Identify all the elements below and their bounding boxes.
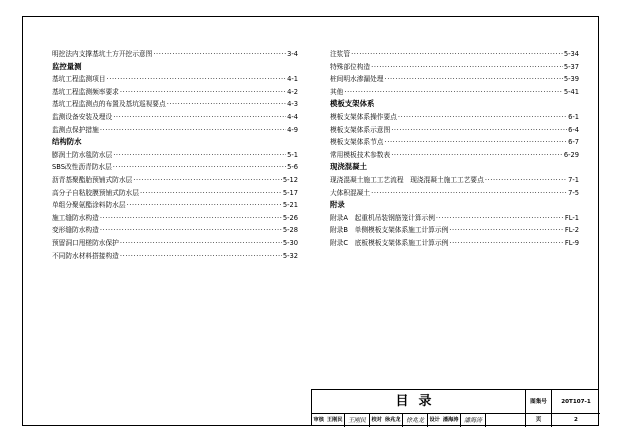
toc-entry <box>52 187 298 200</box>
toc-entry-page: 5-39 <box>563 75 579 84</box>
toc-entry-title: 膨润土防水毯防水层 <box>52 150 113 159</box>
toc-section-heading: 监控量测 <box>52 61 82 71</box>
toc-entry-title: 模板支架体系节点 <box>330 138 384 147</box>
toc-entry-title: 基坑工程监测频率要求 <box>52 87 119 96</box>
toc-leader-dots <box>107 73 287 86</box>
toc-entry <box>330 149 579 162</box>
toc-entry-title: 施工缝防水构造 <box>52 213 99 222</box>
toc-entry <box>52 48 298 61</box>
toc-leader-dots <box>113 111 286 124</box>
toc-entry-page: FL-2 <box>564 226 579 235</box>
toc-entry-title: 监测点保护措施 <box>52 125 99 134</box>
toc-entry <box>330 187 579 200</box>
toc-entry <box>52 174 298 187</box>
toc-entry-page: 6-1 <box>568 112 579 121</box>
toc-entry <box>52 212 298 225</box>
toc-leader-dots <box>140 187 282 200</box>
toc-leader-dots <box>113 149 286 162</box>
toc-entry-title: 沥青基聚酯胎预铺式防水层 <box>52 175 133 184</box>
toc-entry <box>52 250 298 263</box>
toc-entry-page: 5-37 <box>563 62 579 71</box>
toc-leader-dots <box>100 212 282 225</box>
toc-entry-title: 监测设备安装及埋设 <box>52 112 113 121</box>
toc-leader-dots <box>371 61 563 74</box>
toc-left-column <box>52 48 298 262</box>
title-block <box>311 389 599 426</box>
checker-name: 徐兆龙 <box>384 417 401 423</box>
toc-entry-title: 预留洞口甩槎防水保护 <box>52 238 119 247</box>
toc-entry-page: 4-1 <box>287 75 298 84</box>
review-label: 审核 <box>313 417 324 423</box>
toc-right-column <box>330 48 579 250</box>
toc-leader-dots <box>385 73 563 86</box>
toc-entry-page: 5-1 <box>287 150 298 159</box>
toc-entry-page: FL-1 <box>564 213 579 222</box>
toc-section-heading: 现浇混凝土 <box>330 162 367 172</box>
toc-entry <box>330 86 579 99</box>
toc-entry <box>52 86 298 99</box>
toc-entry <box>52 124 298 137</box>
toc-leader-dots <box>436 212 564 225</box>
toc-entry-page: 5-21 <box>282 201 298 210</box>
reviewer-name: 王刚民 <box>326 417 343 423</box>
toc-entry-page: 4-2 <box>287 87 298 96</box>
toc-entry <box>52 98 298 111</box>
toc-entry <box>330 224 579 237</box>
toc-entry-title: 基坑工程监测点的布置及基坑巡视要点 <box>52 100 166 109</box>
toc-entry <box>52 161 298 174</box>
toc-leader-dots <box>351 48 563 61</box>
signature-row <box>312 414 526 427</box>
toc-entry <box>52 111 298 124</box>
toc-entry <box>52 224 298 237</box>
toc-leader-dots <box>391 124 567 137</box>
toc-entry-page: 4-4 <box>287 112 298 121</box>
toc-entry-page: FL-9 <box>564 238 579 247</box>
toc-leader-dots <box>449 224 564 237</box>
toc-section-heading: 结构防水 <box>52 137 82 147</box>
toc-leader-dots <box>153 48 286 61</box>
toc-entry-title: 注浆管 <box>330 50 351 58</box>
toc-entry-page: 5-17 <box>282 188 298 197</box>
design-label: 设计 <box>429 417 440 423</box>
toc-entry-page: 5-34 <box>563 50 579 58</box>
reviewer-signature: 王刚民 <box>344 414 370 427</box>
toc-entry <box>330 48 579 61</box>
toc-leader-dots <box>100 224 282 237</box>
toc-leader-dots <box>113 161 286 174</box>
toc-entry-title: 附录A 起重机吊装钢筋笼计算示例 <box>330 213 435 222</box>
toc-entry-page: 5-41 <box>563 87 579 96</box>
toc-leader-dots <box>120 237 282 250</box>
toc-leader-dots <box>449 237 564 250</box>
toc-entry <box>330 237 579 250</box>
toc-entry <box>52 149 298 162</box>
toc-entry <box>52 199 298 212</box>
toc-entry-title: 模板支架体系操作要点 <box>330 112 397 121</box>
toc-leader-dots <box>120 86 286 99</box>
toc-entry-title: 明挖法内支撑基坑土方开挖示意图 <box>52 50 153 58</box>
toc-entry-page: 6-4 <box>568 125 579 134</box>
toc-leader-dots <box>167 98 286 111</box>
toc-leader-dots <box>385 136 568 149</box>
toc-entry <box>330 111 579 124</box>
toc-entry-page: 5-12 <box>282 175 298 184</box>
toc-entry-page: 5-6 <box>287 163 298 172</box>
page-number: 2 <box>574 417 578 423</box>
toc-section-heading: 附录 <box>330 200 345 210</box>
toc-entry-title: 高分子自粘胶膜预铺式防水层 <box>52 188 139 197</box>
checker-signature: 徐兆龙 <box>402 414 428 427</box>
toc-leader-dots <box>371 187 567 200</box>
toc-entry-page: 3-4 <box>287 50 298 58</box>
toc-entry-page: 5-26 <box>282 213 298 222</box>
toc-entry-title: 变形缝防水构造 <box>52 226 99 235</box>
toc-leader-dots <box>398 111 567 124</box>
toc-leader-dots <box>391 149 563 162</box>
atlas-number: 20T107-1 <box>552 390 600 414</box>
toc-entry-page: 5-30 <box>282 238 298 247</box>
designer-name: 潘海涛 <box>442 417 459 423</box>
toc-entry-page: 7-5 <box>568 188 579 197</box>
toc-entry-title: 常用模板技术参数表 <box>330 150 391 159</box>
atlas-number-label: 图集号 <box>526 390 552 414</box>
toc-entry-page: 6-29 <box>563 150 579 159</box>
toc-entry <box>52 73 298 86</box>
toc-entry-title: 桩间明水渗漏处理 <box>330 75 384 84</box>
toc-entry-title: 特殊部位构造 <box>330 62 371 71</box>
toc-leader-dots <box>120 250 282 263</box>
toc-entry-title: 现浇混凝土施工工艺流程 现浇混凝土施工工艺要点 <box>330 175 484 184</box>
toc-entry-page: 5-32 <box>282 251 298 260</box>
toc-leader-dots <box>344 86 562 99</box>
toc-section-heading: 模板支架体系 <box>330 99 375 109</box>
toc-leader-dots <box>127 199 282 212</box>
toc-entry-title: 不同防水材料搭接构造 <box>52 251 119 260</box>
toc-leader-dots <box>485 174 567 187</box>
check-label: 校对 <box>371 417 382 423</box>
toc-entry <box>330 73 579 86</box>
toc-entry-title: 其他 <box>330 87 344 96</box>
toc-entry-page: 7-1 <box>568 175 579 184</box>
toc-entry-page: 4-9 <box>287 125 298 134</box>
toc-entry-page: 5-28 <box>282 226 298 235</box>
toc-entry-title: 模板支架体系示意图 <box>330 125 391 134</box>
toc-entry-title: SBS改性沥青防水层 <box>52 163 112 172</box>
page-label: 页 <box>526 414 552 427</box>
toc-entry-page: 4-3 <box>287 100 298 109</box>
toc-leader-dots <box>100 124 286 137</box>
toc-entry-title: 基坑工程监测项目 <box>52 75 106 84</box>
toc-entry <box>52 237 298 250</box>
toc-leader-dots <box>133 174 282 187</box>
toc-entry <box>330 124 579 137</box>
toc-entry <box>330 136 579 149</box>
toc-entry-title: 附录C 底板模板支架体系施工计算示例 <box>330 238 449 247</box>
toc-entry <box>330 212 579 225</box>
toc-entry <box>330 174 579 187</box>
toc-entry <box>330 61 579 74</box>
toc-entry-page: 6-7 <box>568 138 579 147</box>
toc-entry-title: 附录B 单侧模板支架体系施工计算示例 <box>330 226 449 235</box>
toc-entry-title: 单组分聚氨酯涂料防水层 <box>52 201 126 210</box>
toc-entry-title: 大体积混凝土 <box>330 188 371 197</box>
page-title: 目录 <box>312 390 526 414</box>
designer-signature: 潘海涛 <box>460 414 486 427</box>
